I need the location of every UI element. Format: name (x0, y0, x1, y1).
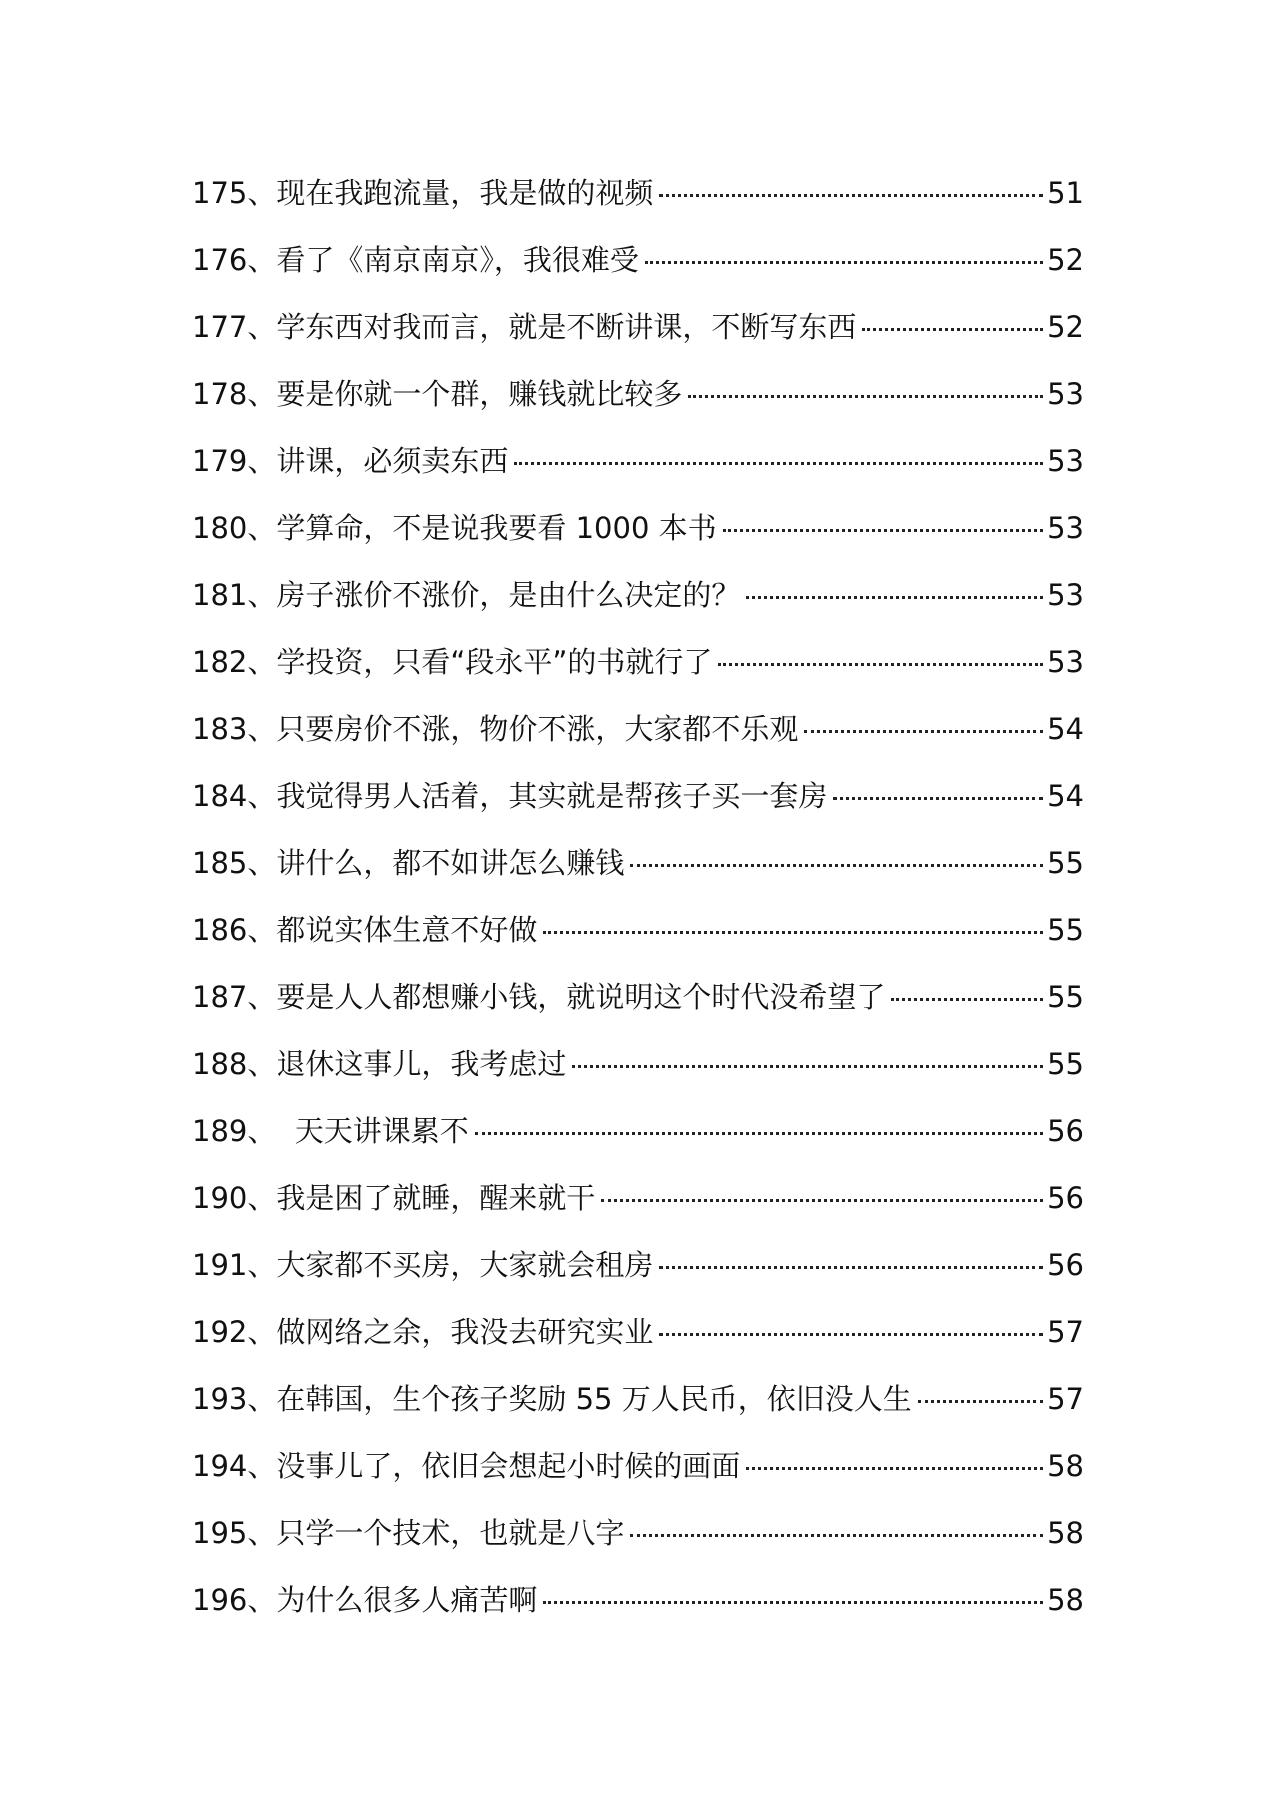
toc-entry-separator: 、 (247, 1583, 277, 1617)
toc-entry-separator: 、 (247, 444, 277, 478)
toc-entry (192, 428, 1084, 495)
toc-entry-number: 191 (192, 1248, 248, 1282)
toc-entry-title: 学投资，只看“段永平”的书就行了 (276, 645, 713, 679)
toc-entry-page-number: 52 (1047, 310, 1084, 344)
toc-entry-number: 190 (192, 1181, 248, 1215)
toc-entry-title: 退休这事儿，我考虑过 (276, 1047, 567, 1081)
toc-entry-number: 184 (192, 779, 248, 813)
toc-entry-dot-leader (630, 1534, 1043, 1537)
toc-entry-separator: 、 (247, 1181, 277, 1215)
toc-entry (192, 964, 1084, 1031)
toc-entry-title: 只学一个技术，也就是八字 (276, 1516, 625, 1550)
toc-entry-separator: 、 (247, 310, 277, 344)
toc-entry-number: 182 (192, 645, 248, 679)
toc-entry-page-number: 53 (1047, 645, 1084, 679)
toc-entry-title: 学东西对我而言，就是不断讲课，不断写东西 (276, 310, 857, 344)
toc-entry-page-number: 56 (1047, 1114, 1084, 1148)
toc-entry-number: 195 (192, 1516, 248, 1550)
toc-entry-page-number: 58 (1047, 1516, 1084, 1550)
toc-entry (192, 1031, 1084, 1098)
toc-entry-number: 176 (192, 243, 248, 277)
toc-entry-dot-leader (659, 1266, 1043, 1269)
toc-entry (192, 1232, 1084, 1299)
toc-entry-separator: 、 (247, 779, 277, 813)
toc-entry-page-number: 54 (1047, 712, 1084, 746)
toc-entry (192, 294, 1084, 361)
toc-entry-separator: 、 (247, 980, 277, 1014)
toc-entry-separator: 、 (247, 712, 277, 746)
toc-entry-separator: 、 (247, 1382, 277, 1416)
toc-entry-dot-leader (918, 1400, 1043, 1403)
toc-entry-separator: 、 (247, 1449, 277, 1483)
toc-entry-title: 房子涨价不涨价，是由什么决定的？ (276, 578, 741, 612)
toc-entry (192, 227, 1084, 294)
toc-entry-number: 185 (192, 846, 248, 880)
toc-entry-number: 183 (192, 712, 248, 746)
toc-entry (192, 160, 1084, 227)
toc-entry-number: 196 (192, 1583, 248, 1617)
toc-entry (192, 1165, 1084, 1232)
toc-entry-page-number: 56 (1047, 1181, 1084, 1215)
toc-entry-page-number: 53 (1047, 444, 1084, 478)
toc-entry-separator: 、 (247, 176, 277, 210)
toc-entry-number: 187 (192, 980, 248, 1014)
toc-entry-title: 学算命，不是说我要看 1000 本书 (276, 511, 717, 545)
toc-entry-title: 我觉得男人活着，其实就是帮孩子买一套房 (276, 779, 828, 813)
toc-entry (192, 897, 1084, 964)
toc-entry-title: 没事儿了，依旧会想起小时候的画面 (276, 1449, 741, 1483)
toc-entry-separator: 、 (247, 1248, 277, 1282)
toc-entry-page-number: 53 (1047, 511, 1084, 545)
toc-entry-page-number: 51 (1047, 176, 1084, 210)
toc-entry-number: 175 (192, 176, 248, 210)
table-of-contents (192, 160, 1084, 1634)
toc-entry-title: 看了《南京南京》，我很难受 (276, 243, 639, 277)
toc-entry-dot-leader (862, 328, 1043, 331)
toc-entry-dot-leader (659, 194, 1043, 197)
toc-entry-dot-leader (723, 529, 1043, 532)
toc-entry-number: 178 (192, 377, 248, 411)
toc-entry-page-number: 55 (1047, 1047, 1084, 1081)
toc-entry-separator: 、 (247, 1047, 277, 1081)
toc-entry (192, 495, 1084, 562)
toc-entry-separator: 、 (247, 511, 277, 545)
toc-entry-page-number: 55 (1047, 913, 1084, 947)
toc-entry (192, 1299, 1084, 1366)
toc-entry-title: 现在我跑流量，我是做的视频 (276, 176, 654, 210)
toc-entry-title: 在韩国，生个孩子奖励 55 万人民币，依旧没人生 (276, 1382, 912, 1416)
toc-entry-separator: 、 (247, 846, 277, 880)
toc-entry (192, 562, 1084, 629)
toc-entry-page-number: 54 (1047, 779, 1084, 813)
toc-entry-separator: 、 (247, 1516, 277, 1550)
toc-entry-dot-leader (645, 261, 1043, 264)
toc-entry-page-number: 53 (1047, 578, 1084, 612)
toc-entry-separator: 、 (247, 377, 277, 411)
toc-entry-title: 只要房价不涨，物价不涨，大家都不乐观 (276, 712, 799, 746)
toc-entry-page-number: 52 (1047, 243, 1084, 277)
toc-entry-title: 讲课，必须卖东西 (276, 444, 509, 478)
toc-entry-page-number: 53 (1047, 377, 1084, 411)
toc-entry-number: 177 (192, 310, 248, 344)
toc-entry-page-number: 56 (1047, 1248, 1084, 1282)
toc-entry-dot-leader (746, 596, 1043, 599)
toc-entry-title: 天天讲课累不 (276, 1114, 469, 1148)
toc-entry-title: 要是人人都想赚小钱，就说明这个时代没希望了 (276, 980, 886, 1014)
toc-entry-dot-leader (718, 663, 1043, 666)
toc-entry (192, 696, 1084, 763)
toc-entry-dot-leader (659, 1333, 1043, 1336)
toc-entry-number: 193 (192, 1382, 248, 1416)
toc-entry-separator: 、 (247, 243, 277, 277)
toc-entry-page-number: 55 (1047, 846, 1084, 880)
toc-entry-number: 181 (192, 578, 248, 612)
toc-entry (192, 763, 1084, 830)
toc-entry-number: 194 (192, 1449, 248, 1483)
toc-entry-dot-leader (688, 395, 1043, 398)
toc-entry-page-number: 55 (1047, 980, 1084, 1014)
toc-entry-title: 要是你就一个群，赚钱就比较多 (276, 377, 683, 411)
toc-entry-separator: 、 (247, 913, 277, 947)
toc-entry-title: 我是困了就睡，醒来就干 (276, 1181, 596, 1215)
toc-entry-dot-leader (572, 1065, 1043, 1068)
toc-entry (192, 1433, 1084, 1500)
toc-entry (192, 1500, 1084, 1567)
toc-entry-dot-leader (891, 998, 1043, 1001)
toc-entry-number: 189 (192, 1114, 248, 1148)
toc-entry-separator: 、 (247, 578, 277, 612)
toc-entry-page-number: 58 (1047, 1583, 1084, 1617)
toc-entry-number: 186 (192, 913, 248, 947)
toc-entry-number: 188 (192, 1047, 248, 1081)
toc-entry-dot-leader (833, 797, 1043, 800)
toc-entry-title: 为什么很多人痛苦啊 (276, 1583, 538, 1617)
toc-entry-page-number: 57 (1047, 1315, 1084, 1349)
toc-entry-dot-leader (543, 1601, 1043, 1604)
toc-entry-dot-leader (630, 864, 1043, 867)
toc-entry-title: 讲什么，都不如讲怎么赚钱 (276, 846, 625, 880)
toc-entry-dot-leader (543, 931, 1043, 934)
toc-entry-dot-leader (746, 1467, 1043, 1470)
toc-entry-title: 做网络之余，我没去研究实业 (276, 1315, 654, 1349)
toc-entry-separator: 、 (247, 1315, 277, 1349)
toc-entry-dot-leader (514, 462, 1043, 465)
toc-entry-dot-leader (601, 1199, 1043, 1202)
toc-entry (192, 830, 1084, 897)
toc-entry-dot-leader (804, 730, 1043, 733)
toc-entry-dot-leader (475, 1132, 1043, 1135)
toc-entry (192, 361, 1084, 428)
toc-entry-page-number: 58 (1047, 1449, 1084, 1483)
toc-entry-number: 179 (192, 444, 248, 478)
toc-entry (192, 1098, 1084, 1165)
toc-entry (192, 1366, 1084, 1433)
toc-entry-title: 都说实体生意不好做 (276, 913, 538, 947)
toc-entry-title: 大家都不买房，大家就会租房 (276, 1248, 654, 1282)
toc-entry-page-number: 57 (1047, 1382, 1084, 1416)
toc-entry (192, 629, 1084, 696)
toc-entry-separator: 、 (247, 1114, 277, 1148)
toc-entry-number: 192 (192, 1315, 248, 1349)
toc-entry-separator: 、 (247, 645, 277, 679)
toc-entry-number: 180 (192, 511, 248, 545)
toc-entry (192, 1567, 1084, 1634)
